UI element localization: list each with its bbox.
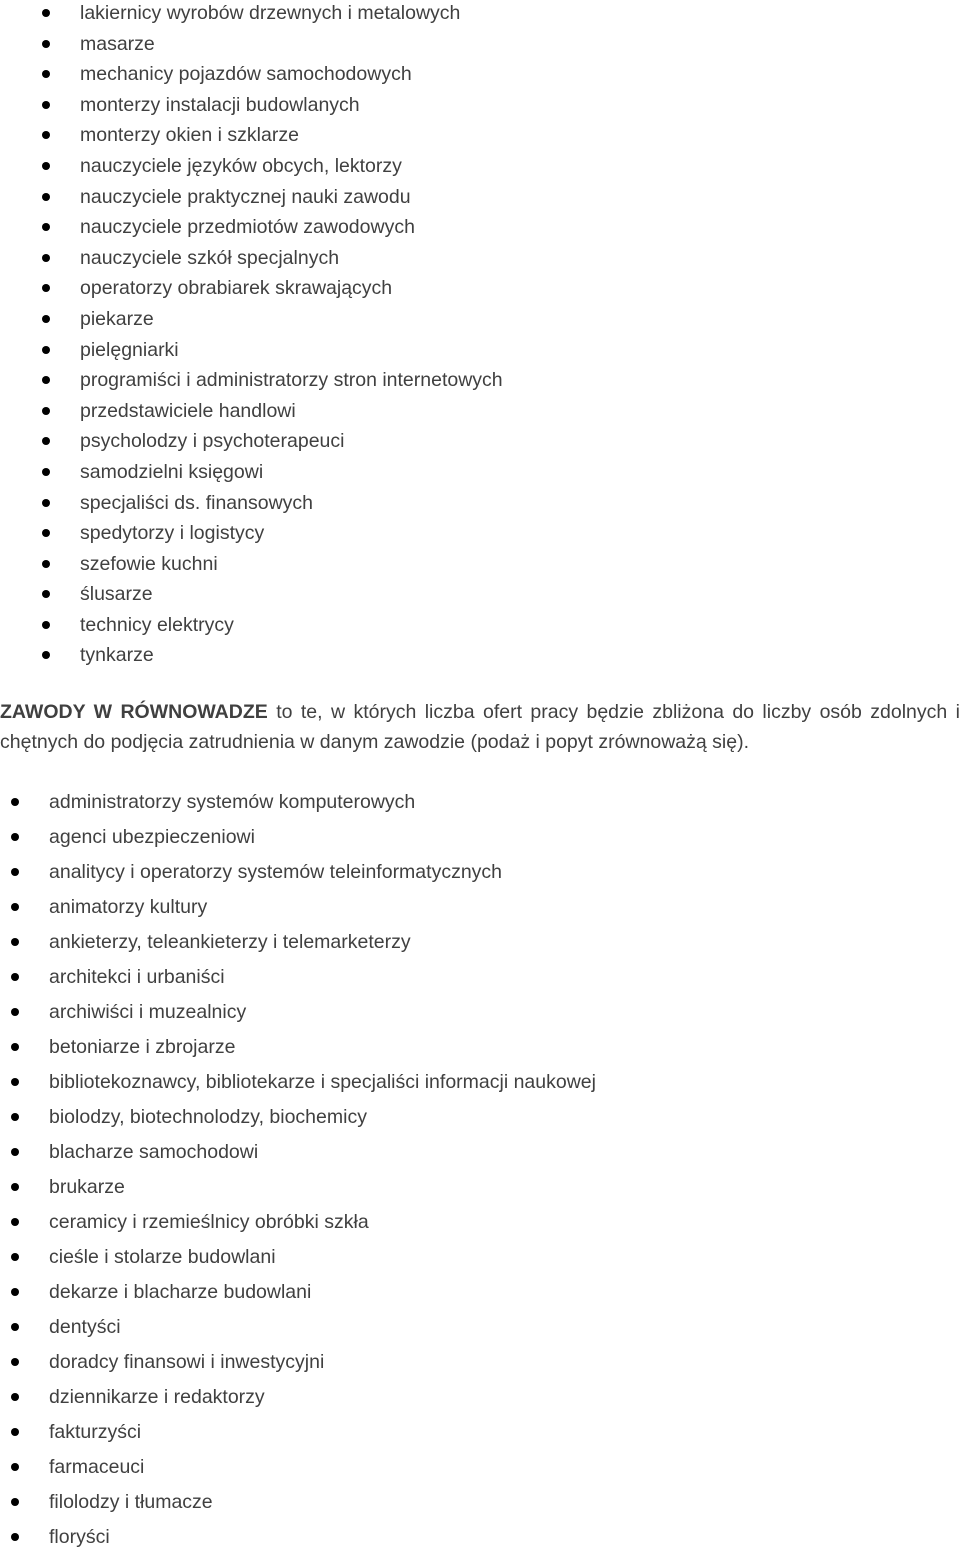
list-item-label: fakturzyści [49,1421,142,1443]
list-item [0,581,960,612]
bullet-icon [42,9,50,17]
list-item [0,1068,960,1103]
list-item-label: betoniarze i zbrojarze [49,1036,236,1058]
list-item [0,642,960,673]
list-item [0,275,960,306]
list-item-label: nauczyciele praktycznej nauki zawodu [80,185,411,208]
list-item [0,1033,960,1068]
list-item [0,928,960,963]
bullet-icon [42,284,50,292]
bullet-icon [11,1008,19,1016]
bullet-icon [11,1148,19,1156]
bullet-icon [42,468,50,476]
bullet-icon [42,131,50,139]
bullet-icon [42,346,50,354]
list-item-label: animatorzy kultury [49,896,208,918]
list-item-label: nauczyciele języków obcych, lektorzy [80,154,402,177]
bullet-icon [11,833,19,841]
bullet-icon [11,1533,19,1541]
bullet-icon [42,315,50,323]
bullet-icon [11,1428,19,1436]
occupation-list-bottom [0,788,960,1558]
list-item [0,1243,960,1278]
bullet-icon [11,1183,19,1191]
list-item [0,490,960,521]
list-item-label: floryści [49,1526,110,1548]
list-item-label: ankieterzy, teleankieterzy i telemarketerzy [49,931,411,953]
list-item [0,0,960,31]
list-item-label: dekarze i blacharze budowlani [49,1281,312,1303]
list-item [0,398,960,429]
list-item [0,245,960,276]
bullet-icon [11,1463,19,1471]
bullet-icon [11,1358,19,1366]
bullet-icon [42,590,50,598]
list-item-label: brukarze [49,1176,125,1198]
list-item [0,367,960,398]
list-item-label: spedytorzy i logistycy [80,522,265,545]
list-item-label: biolodzy, biotechnolodzy, biochemicy [49,1106,367,1128]
list-item-label: specjaliści ds. finansowych [80,491,314,514]
list-item [0,893,960,928]
bullet-icon [11,1393,19,1401]
list-item [0,1138,960,1173]
list-item-label: operatorzy obrabiarek skrawających [80,277,393,300]
list-item-label: agenci ubezpieczeniowi [49,826,255,848]
bullet-icon [11,1253,19,1261]
list-item-label: programiści i administratorzy stron internetowych [80,369,503,392]
bullet-icon [11,903,19,911]
list-item [0,459,960,490]
bullet-icon [11,1043,19,1051]
list-item-label: pielęgniarki [80,338,179,361]
list-item-label: archiwiści i muzealnicy [49,1001,247,1023]
list-item-label: filolodzy i tłumacze [49,1491,213,1513]
paragraph-heading: ZAWODY W RÓWNOWADZE [0,701,268,723]
list-item [0,61,960,92]
bullet-icon [42,223,50,231]
list-item-label: dentyści [49,1316,121,1338]
list-item-label: psycholodzy i psychoterapeuci [80,430,345,453]
list-item-label: masarze [80,32,155,55]
list-item [0,1523,960,1558]
list-item-label: nauczyciele szkół specjalnych [80,246,340,269]
list-item [0,963,960,998]
bullet-icon [42,101,50,109]
list-item-label: tynkarze [80,644,154,667]
list-item [0,92,960,123]
list-item-label: nauczyciele przedmiotów zawodowych [80,216,415,239]
list-item [0,858,960,893]
list-item [0,788,960,823]
list-item [0,1453,960,1488]
list-item-label: przedstawiciele handlowi [80,399,296,422]
list-item-label: cieśle i stolarze budowlani [49,1246,276,1268]
paragraph-text: to te, w których liczba ofert pracy będzie zbliżona do liczby osób zdolnych i chętnych do podjęcia zatrudnienia w danym zawodzie (podaż i popyt zrównoważą się). [0,701,960,753]
list-item-label: ceramicy i rzemieślnicy obróbki szkła [49,1211,369,1233]
list-item [0,214,960,245]
bullet-icon [11,1113,19,1121]
bullet-icon [42,193,50,201]
bullet-icon [42,529,50,537]
list-item [0,31,960,62]
list-item [0,1208,960,1243]
bullet-icon [11,938,19,946]
bullet-icon [11,868,19,876]
list-item-label: analitycy i operatorzy systemów teleinformatycznych [49,861,503,883]
equilibrium-paragraph [0,698,960,757]
bullet-icon [42,651,50,659]
bullet-icon [11,1218,19,1226]
list-item [0,1103,960,1138]
bullet-icon [11,1498,19,1506]
list-item-label: bibliotekoznawcy, bibliotekarze i specjaliści informacji naukowej [49,1071,596,1093]
list-item-label: samodzielni księgowi [80,460,264,483]
list-item-label: farmaceuci [49,1456,145,1478]
list-item-label: dziennikarze i redaktorzy [49,1386,265,1408]
bullet-icon [11,973,19,981]
bullet-icon [42,376,50,384]
bullet-icon [11,798,19,806]
list-item [0,1383,960,1418]
bullet-icon [42,70,50,78]
bullet-icon [42,162,50,170]
list-item [0,1348,960,1383]
list-item [0,1488,960,1523]
list-item [0,823,960,858]
list-item [0,520,960,551]
list-item-label: technicy elektrycy [80,613,234,636]
list-item-label: piekarze [80,307,154,330]
list-item [0,998,960,1033]
list-item [0,428,960,459]
occupation-list-top [0,0,960,673]
bullet-icon [11,1288,19,1296]
bullet-icon [42,407,50,415]
bullet-icon [42,560,50,568]
bullet-icon [42,499,50,507]
list-item-label: mechanicy pojazdów samochodowych [80,63,412,86]
list-item [0,122,960,153]
list-item [0,1278,960,1313]
list-item-label: blacharze samochodowi [49,1141,259,1163]
list-item [0,153,960,184]
list-item [0,551,960,582]
list-item-label: lakiernicy wyrobów drzewnych i metalowych [80,2,461,24]
list-item-label: szefowie kuchni [80,552,218,575]
list-item [0,1418,960,1453]
list-item-label: architekci i urbaniści [49,966,225,988]
list-item-label: monterzy instalacji budowlanych [80,93,360,116]
list-item-label: monterzy okien i szklarze [80,124,299,147]
list-item [0,1173,960,1208]
bullet-icon [42,40,50,48]
bullet-icon [42,254,50,262]
bullet-icon [11,1078,19,1086]
bullet-icon [42,621,50,629]
bullet-icon [42,437,50,445]
list-item [0,612,960,643]
bullet-icon [11,1323,19,1331]
list-item-label: administratorzy systemów komputerowych [49,791,416,813]
list-item [0,1313,960,1348]
list-item-label: ślusarze [80,583,153,606]
list-item [0,337,960,368]
list-item-label: doradcy finansowi i inwestycyjni [49,1351,325,1373]
list-item [0,184,960,215]
list-item [0,306,960,337]
